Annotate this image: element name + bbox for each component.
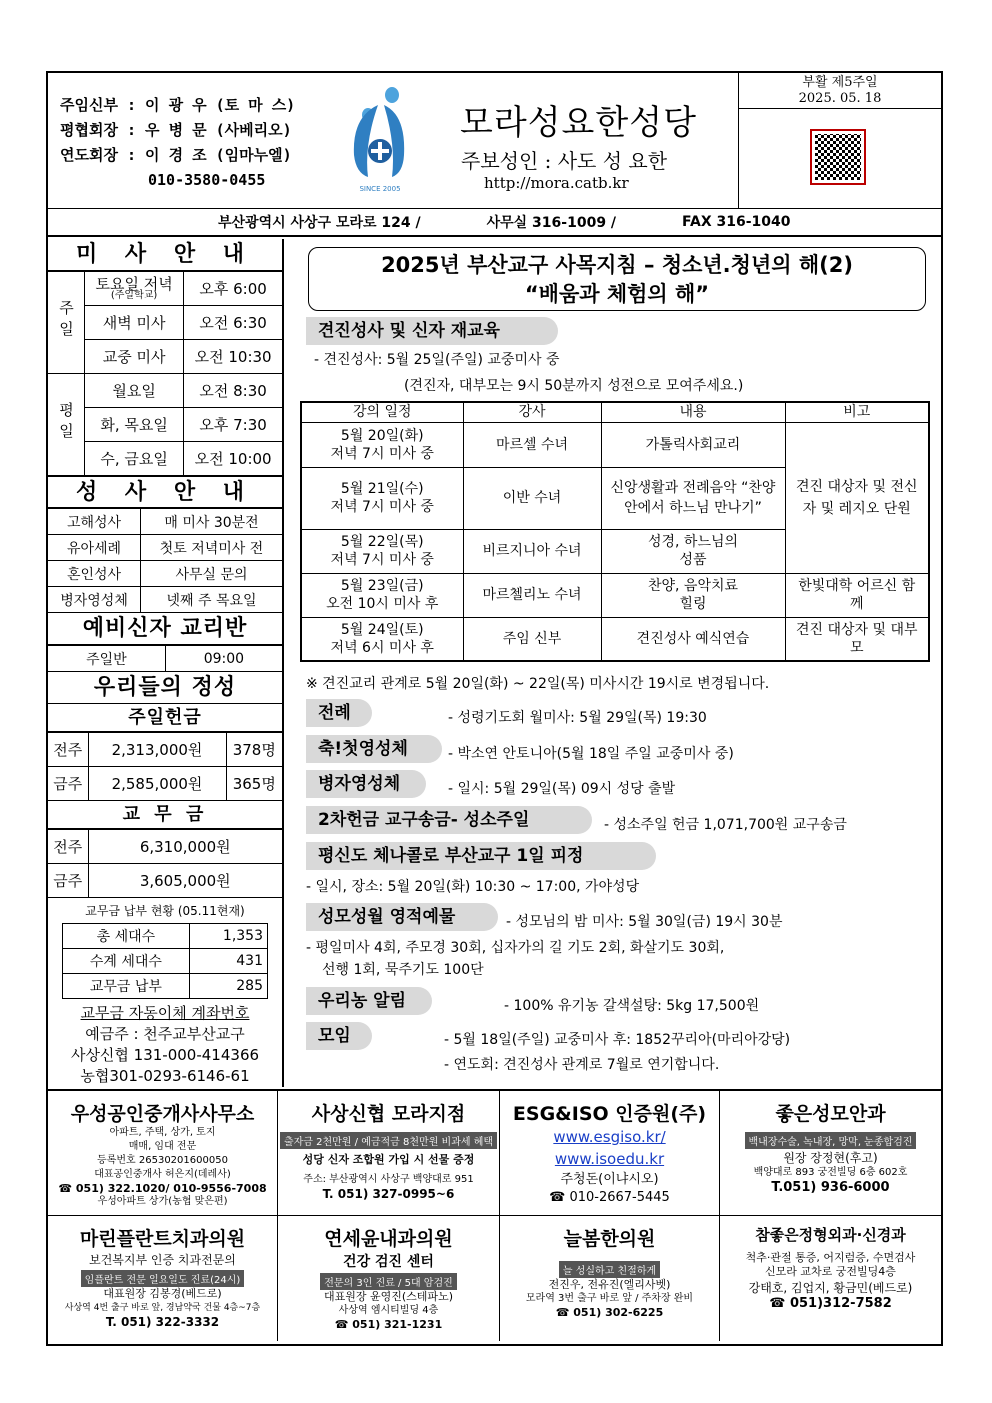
ad-phone: ☎ 051) 302-6225	[555, 1306, 664, 1319]
left-column	[48, 239, 284, 1087]
ad-title: 마린플란트치과의원	[79, 1228, 246, 1250]
mass-table	[48, 271, 282, 476]
table-row	[48, 374, 282, 408]
meeting-title: 모임	[306, 1022, 372, 1050]
sunday-offering-table	[48, 732, 282, 801]
column-header: 내용	[601, 402, 785, 422]
ad-line: 척추·관절 통증, 어지럼증, 수면검사	[745, 1251, 916, 1264]
table-row	[48, 561, 282, 587]
table-header-row	[301, 402, 929, 422]
catechumen-label: 주일반	[48, 646, 165, 672]
mass-name: 화, 목요일	[85, 408, 184, 442]
sacrament-value: 매 미사 30분전	[141, 509, 282, 535]
mass-time: 오후 6:00	[184, 272, 282, 306]
ad-phone: ☎ 051) 321-1231	[334, 1318, 443, 1331]
meeting-line: - 연도회: 견진성사 관계로 7월로 연기합니다.	[444, 1057, 720, 1073]
sacrament-name: 병자영성체	[48, 587, 141, 613]
ad-line: 백양대로 893 궁전빌딩 6층 602호	[753, 1167, 908, 1178]
farm-title: 우리농 알림	[306, 987, 432, 1015]
retreat-text: - 일시, 장소: 5월 20일(화) 10:30 ~ 17:00, 가야성당	[306, 879, 640, 895]
date-box	[738, 73, 941, 109]
sick-communion-title: 병자영성체	[306, 770, 426, 798]
ad-phone: ☎ 051) 322.1020/ 010-9556-7008	[58, 1182, 267, 1195]
confirmation-notice: (견진자, 대부모는 9시 50분까지 성전으로 모여주세요.)	[404, 378, 744, 394]
mass-name: 새벽 미사	[85, 306, 184, 340]
retreat-title: 평신도 체나콜로 부산교구 1일 피정	[306, 842, 656, 870]
ad-line: 성당 신자 조합원 가입 시 선물 증정	[302, 1153, 475, 1166]
status-label: 교무금 납부	[63, 974, 190, 999]
autopay-info	[48, 1003, 282, 1087]
meeting-line: - 5월 18일(주일) 교중미사 후: 1852꾸리아(마리아강당)	[444, 1032, 791, 1048]
farm-text: - 100% 유기농 갈색설탕: 5kg 17,500원	[504, 998, 760, 1014]
ad-credit-union[interactable]	[278, 1091, 500, 1216]
autopay-account: 사상신협 131-000-414366	[70, 1046, 260, 1064]
ad-phone: T. 051) 322-3332	[105, 1315, 220, 1329]
ad-bar: 출자금 2천만원 / 예금적금 8천만원 비과세 혜택	[280, 1132, 497, 1149]
ad-internal-medicine[interactable]	[278, 1216, 500, 1341]
liturgy-text: - 성령기도회 월미사: 5월 29일(목) 19:30	[448, 710, 707, 726]
offering-title: 우리들의 정성	[48, 672, 282, 704]
autopay-title: 교무금 자동이체 계좌번호	[80, 1004, 250, 1022]
second-collection-title: 2차헌금 교구송금- 성소주일	[306, 806, 592, 834]
ad-line: 매매, 임대 전문	[128, 1141, 197, 1152]
catechumen-time: 09:00	[165, 646, 282, 672]
sacrament-value: 사무실 문의	[141, 561, 282, 587]
ad-bar: 임플란트 전문 일요일도 진료(24시)	[81, 1270, 245, 1287]
mass-time: 오전 10:30	[184, 340, 282, 374]
dues-table	[48, 829, 282, 898]
confirmation-date: - 견진성사: 5월 25일(주일) 교중미사 중	[314, 352, 560, 368]
table-row	[63, 974, 268, 999]
table-row	[63, 949, 268, 974]
lecturer-cell: 비르지니아 수녀	[463, 529, 601, 573]
ad-line: 신모라 교차로 궁전빌딩4층	[765, 1265, 896, 1278]
church-url[interactable]: http://mora.catb.kr	[484, 174, 629, 192]
dues-amount: 3,605,000원	[88, 864, 282, 898]
mass-time: 오전 6:30	[184, 306, 282, 340]
ad-title: 참좋은정형외과·신경과	[755, 1226, 906, 1244]
church-logo	[348, 85, 412, 195]
table-row	[301, 573, 929, 617]
sacrament-name: 혼인성사	[48, 561, 141, 587]
dues-title: 교 무 금	[48, 801, 282, 829]
ad-line: 원장 장정현(후고)	[783, 1151, 878, 1165]
content-cell: 신앙생활과 전례음악 “찬양안에서 하느님 만나기”	[601, 467, 785, 529]
first-communion-text: - 박소연 안토니아(5월 18일 주일 교중미사 중)	[448, 746, 734, 762]
confirmation-footnote: ※ 견진교리 관계로 5월 20일(화) ~ 22일(목) 미사시간 19시로 변경됩니다.	[306, 676, 770, 692]
table-row	[48, 272, 282, 306]
sacrament-name: 고해성사	[48, 509, 141, 535]
offering-count: 365명	[226, 767, 282, 801]
church-name: 모라성요한성당	[460, 103, 697, 143]
note-cell: 한빛대학 어르신 함께	[785, 573, 929, 617]
marian-title: 성모성월 영적예물	[306, 903, 498, 931]
ad-oriental-clinic[interactable]	[500, 1216, 720, 1341]
fax-number: FAX 316-1040	[682, 214, 791, 230]
ad-bar: 늘 성실하고 친절하게	[559, 1261, 660, 1278]
column-header: 강의 일정	[301, 402, 463, 422]
offering-count: 378명	[226, 733, 282, 767]
weekday-label: 평일	[48, 374, 85, 476]
mass-name: 월요일	[85, 374, 184, 408]
marian-line: - 평일미사 4회, 주모경 30회, 십자가의 길 기도 2회, 화살기도 30회,	[306, 940, 725, 956]
divider	[738, 109, 739, 209]
ad-link[interactable]: www.isoedu.kr	[554, 1150, 665, 1168]
sacrament-value: 첫토 저녁미사 전	[141, 535, 282, 561]
dues-amount: 6,310,000원	[88, 830, 282, 864]
table-row	[63, 924, 268, 949]
sick-communion-text: - 일시: 5월 29일(목) 09시 성당 출발	[448, 781, 676, 797]
schedule-cell: 5월 22일(목) 저녁 7시 미사 중	[301, 529, 463, 573]
ad-phone: T. 051) 327-0995~6	[322, 1187, 455, 1201]
ad-bar: 전문의 3인 진료 / 5대 암검진	[320, 1273, 457, 1290]
ad-subtitle: 건강 검진 센터	[343, 1254, 434, 1270]
ad-line: 보건복지부 인증 치과전문의	[89, 1253, 236, 1267]
offering-week: 금주	[48, 767, 88, 801]
sacraments-title: 성 사 안 내	[48, 476, 282, 508]
dues-week: 금주	[48, 864, 88, 898]
content-cell: 견진성사 예식연습	[601, 617, 785, 661]
office-phone: 사무실 316-1009 /	[486, 215, 617, 231]
liturgical-day: 부활 제5주일	[802, 75, 878, 90]
staff-council-president: 평협회장 : 우 병 문 (사베리오)	[60, 121, 292, 139]
ad-phone: T.051) 936-6000	[771, 1180, 890, 1195]
schedule-cell: 5월 20일(화) 저녁 7시 미사 중	[301, 422, 463, 467]
ad-phone: ☎ 051)312-7582	[769, 1296, 892, 1311]
autopay-holder: 예금주 : 천주교부산교구	[85, 1025, 245, 1043]
staff-pastor: 주임신부 : 이 광 우 (토 마 스)	[60, 96, 296, 114]
ad-line: 대표공인중개사 허은지(데레사)	[94, 1169, 231, 1180]
status-label: 총 세대수	[63, 924, 190, 949]
main-column	[286, 239, 941, 1087]
lecturer-cell: 이반 수녀	[463, 467, 601, 529]
content-cell: 찬양, 음악치료힐링	[601, 573, 785, 617]
sunday-offering-title: 주일헌금	[48, 704, 282, 732]
ads-section	[48, 1089, 941, 1344]
mass-name: 수, 금요일	[85, 442, 184, 476]
confirmation-schedule-table	[300, 401, 930, 662]
mass-name: 토요일 저녁 (주일학교)	[85, 272, 184, 306]
ad-line: 사상역 엠시티빌딩 4층	[338, 1305, 439, 1316]
table-row	[301, 617, 929, 661]
table-row	[48, 733, 282, 767]
mass-title: 미 사 안 내	[48, 239, 282, 271]
schedule-cell: 5월 21일(수) 저녁 7시 미사 중	[301, 467, 463, 529]
table-row	[48, 864, 282, 898]
lecturer-cell: 주임 신부	[463, 617, 601, 661]
table-row	[48, 509, 282, 535]
status-value: 1,353	[189, 924, 267, 949]
banner-subtitle: “배움과 체험의 해”	[524, 282, 710, 306]
note-cell: 견진 대상자 및 대부모	[785, 617, 929, 661]
sacrament-value: 넷째 주 목요일	[141, 587, 282, 613]
dues-week: 전주	[48, 830, 88, 864]
ad-bar: 백내장수술, 녹내장, 망막, 눈종합검진	[745, 1132, 917, 1149]
ad-esg-iso[interactable]	[500, 1091, 720, 1216]
dues-status-table	[62, 923, 268, 999]
staff-phone: 010-3580-0455	[148, 171, 266, 189]
ad-title: 우성공인중개사사무소	[70, 1103, 255, 1125]
sunday-label: 주일	[48, 272, 85, 374]
offering-amount: 2,313,000원	[88, 733, 226, 767]
ad-line: 모라역 3번 출구 바로 앞 / 주차장 완비	[525, 1293, 694, 1304]
dues-status-caption: 교무금 납부 현황 (05.11현재)	[85, 904, 245, 918]
table-row	[48, 646, 282, 672]
mass-time: 오전 8:30	[184, 374, 282, 408]
marian-line: 선행 1회, 묵주기도 100단	[322, 962, 484, 978]
mass-time: 오후 7:30	[184, 408, 282, 442]
column-header: 강사	[463, 402, 601, 422]
logo-text: SINCE 2005	[359, 185, 401, 193]
marian-text: - 성모님의 밤 미사: 5월 30일(금) 19시 30분	[506, 914, 783, 930]
ad-title: 사상신협 모라지점	[311, 1103, 466, 1125]
offering-amount: 2,585,000원	[88, 767, 226, 801]
lecturer-cell: 마르첼리노 수녀	[463, 573, 601, 617]
mass-time: 오전 10:00	[184, 442, 282, 476]
ad-line: 대표원장 윤영진(스테파노)	[324, 1290, 453, 1303]
ad-line: 아파트, 주택, 상가, 토지	[109, 1127, 216, 1138]
status-label: 수계 세대수	[63, 949, 190, 974]
content-cell: 성경, 하느님의 성품	[601, 529, 785, 573]
table-row	[48, 830, 282, 864]
bulletin-date: 2025. 05. 18	[798, 91, 882, 106]
staff-yeondo-president: 연도회장 : 이 경 조 (임마누엘)	[60, 146, 292, 164]
ad-line: 대표원장 김봉경(베드로)	[103, 1287, 222, 1300]
ad-line: 등록번호 26530201600050	[97, 1155, 228, 1166]
ad-title: 늘봄한의원	[563, 1228, 656, 1250]
ad-title: 좋은성모안과	[775, 1103, 886, 1125]
second-collection-text: - 성소주일 헌금 1,071,700원 교구송금	[604, 817, 847, 833]
ad-line: 주청돈(이냐시오)	[560, 1172, 659, 1187]
qr-code-icon[interactable]	[810, 129, 866, 185]
ad-title: 연세윤내과의원	[324, 1228, 453, 1250]
lecturer-cell: 마르셀 수녀	[463, 422, 601, 467]
ad-line: 주소: 부산광역시 사상구 백양대로 951	[303, 1174, 474, 1185]
confirmation-title: 견진성사 및 신자 재교육	[306, 317, 558, 345]
pastoral-banner	[308, 247, 926, 311]
table-row	[48, 767, 282, 801]
schedule-cell: 5월 24일(토) 저녁 6시 미사 후	[301, 617, 463, 661]
schedule-cell: 5월 23일(금) 오전 10시 미사 후	[301, 573, 463, 617]
sacrament-name: 유아세례	[48, 535, 141, 561]
catechumen-title: 예비신자 교리반	[48, 613, 282, 645]
ad-line: 사상역 4번 출구 바로 앞, 경남약국 건물 4층~7층	[64, 1303, 261, 1313]
staff-list	[60, 93, 295, 193]
patron-saint: 주보성인 : 사도 성 요한	[461, 149, 668, 173]
first-communion-title: 축!첫영성체	[306, 735, 442, 763]
offering-week: 전주	[48, 733, 88, 767]
mass-name: 교중 미사	[85, 340, 184, 374]
liturgy-title: 전례	[306, 699, 372, 727]
column-header: 비고	[785, 402, 929, 422]
ad-orthopedic[interactable]	[720, 1216, 941, 1341]
street-address: 부산광역시 사상구 모라로 124 /	[218, 215, 421, 231]
ad-title: ESG&ISO 인증원(주)	[512, 1103, 707, 1125]
ad-realestate[interactable]	[48, 1091, 278, 1216]
header	[48, 73, 941, 209]
banner-title: 2025년 부산교구 사목지침 – 청소년.청년의 해(2)	[381, 253, 853, 277]
ad-dental[interactable]	[48, 1216, 278, 1341]
table-row	[48, 587, 282, 613]
ad-line: 우성아파트 상가(농협 맞은편)	[97, 1196, 228, 1207]
catechumen-table	[48, 645, 282, 672]
table-row	[301, 422, 929, 467]
status-value: 285	[189, 974, 267, 999]
ad-link[interactable]: www.esgiso.kr/	[553, 1128, 666, 1146]
note-cell: 견진 대상자 및 전신자 및 레지오 단원	[785, 422, 929, 573]
address-bar	[48, 209, 941, 237]
ad-line: 전진우, 전유진(엘리사벳)	[548, 1278, 671, 1291]
bulletin-page	[46, 71, 943, 1346]
autopay-account: 농협301-0293-6146-61	[80, 1067, 250, 1085]
table-row	[48, 535, 282, 561]
content-cell: 가톨릭사회교리	[601, 422, 785, 467]
ad-line: 강태호, 김업지, 황금민(베드로)	[748, 1281, 913, 1295]
sacraments-table	[48, 508, 282, 613]
ad-eye-clinic[interactable]	[720, 1091, 941, 1216]
status-value: 431	[189, 949, 267, 974]
ad-phone: ☎ 010-2667-5445	[549, 1190, 670, 1205]
